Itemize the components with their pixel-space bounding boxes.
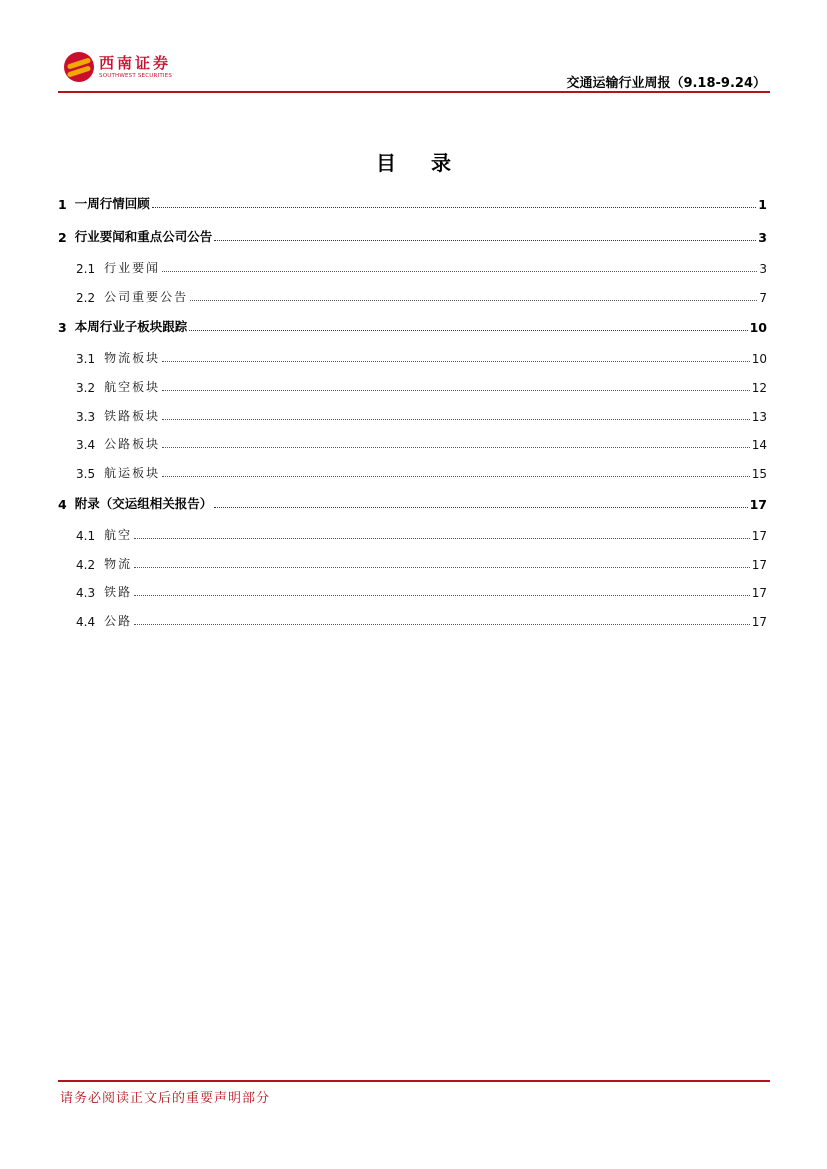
toc-entry-number: 3.3 [76,410,96,424]
toc-entry-number: 3.1 [76,352,96,366]
toc-entry-page: 15 [751,467,767,481]
toc-heading: 目 录 [376,151,465,175]
toc-entry-label: 一周行情回顾 [74,196,150,211]
toc-entry-page: 7 [759,291,767,305]
toc-entry-number: 1 [58,197,67,212]
toc-entry-page: 10 [751,352,767,366]
toc-entry-page: 17 [751,558,767,572]
toc-entry-page: 10 [749,320,767,335]
toc-entry-label: 航空 [104,528,133,542]
toc-dot-leader [214,507,747,508]
toc-dot-leader [162,447,750,448]
toc-entry-page: 17 [751,586,767,600]
toc-entry-number: 3 [58,320,67,335]
toc-entry-label: 航空板块 [104,380,161,394]
toc-dot-leader [152,207,757,208]
toc-dot-leader [162,419,750,420]
toc-entry-page: 17 [751,529,767,543]
toc-entry-number: 3.2 [76,381,96,395]
toc-subentry[interactable] [58,404,767,424]
toc-dot-leader [162,390,750,391]
toc-entry-label: 公路板块 [104,437,161,451]
toc-subentry[interactable] [58,552,767,572]
company-logo [64,50,172,84]
toc-entry-label: 行业要闻和重点公司公告 [74,229,213,244]
toc-entry-page: 12 [751,381,767,395]
toc-dot-leader [134,595,750,596]
toc-entry-page: 14 [751,438,767,452]
toc-entry-number: 4.3 [76,586,96,600]
toc-subentry[interactable] [58,461,767,481]
toc-dot-leader [134,567,750,568]
toc-subentry[interactable] [58,346,767,366]
toc-dot-leader [189,330,747,331]
toc-dot-leader [134,624,750,625]
toc-dot-leader [214,240,756,241]
toc-subentry[interactable] [58,609,767,629]
logo-icon [64,52,94,82]
logo-name-cn: 西南证券 [99,53,172,72]
toc-subentry[interactable] [58,580,767,600]
toc-entry-label: 铁路 [104,585,133,599]
toc-entry-page: 3 [758,230,767,245]
toc-entry-label: 航运板块 [104,466,161,480]
logo-name-en: SOUTHWEST SECURITIES [99,72,173,79]
report-title: 交通运输行业周报（9.18-9.24） [566,76,766,91]
toc-entry-label: 附录（交运组相关报告） [74,496,213,511]
toc-entry-number: 4.1 [76,529,96,543]
footer-divider [58,1080,770,1082]
page-header [58,48,770,94]
toc-entry[interactable] [58,492,767,512]
toc-entry-page: 3 [759,262,767,276]
toc-subentry[interactable] [58,256,767,276]
toc-entry[interactable] [58,315,767,335]
toc-entry-number: 4 [58,497,67,512]
toc-subentry[interactable] [58,523,767,543]
toc-dot-leader [134,538,750,539]
toc-entry-label: 行业要闻 [104,261,161,275]
toc-entry-number: 2 [58,230,67,245]
toc-entry[interactable] [58,192,767,212]
toc-subentry[interactable] [58,375,767,395]
toc-entry-label: 公司重要公告 [104,290,189,304]
toc-entry-number: 3.4 [76,438,96,452]
toc-entry-page: 1 [758,197,767,212]
toc-entry-label: 公路 [104,614,133,628]
footer-disclaimer: 请务必阅读正文后的重要声明部分 [60,1091,271,1106]
toc-entry-number: 4.4 [76,615,96,629]
toc-dot-leader [162,271,757,272]
toc-subentry[interactable] [58,285,767,305]
toc-entry-page: 17 [751,615,767,629]
toc-dot-leader [162,361,750,362]
toc-entry-label: 物流板块 [104,351,161,365]
toc-entry-number: 2.1 [76,262,96,276]
toc-entry-label: 铁路板块 [104,409,161,423]
toc-entry-number: 4.2 [76,558,96,572]
toc-entry-label: 本周行业子板块跟踪 [74,319,188,334]
toc-entry-number: 3.5 [76,467,96,481]
header-divider [58,91,770,93]
toc-subentry[interactable] [58,432,767,452]
toc-dot-leader [190,300,757,301]
toc-entry-number: 2.2 [76,291,96,305]
toc-dot-leader [162,476,750,477]
toc-entry-page: 13 [751,410,767,424]
toc-entry-label: 物流 [104,557,133,571]
toc-entry[interactable] [58,225,767,245]
toc-entry-page: 17 [749,497,767,512]
